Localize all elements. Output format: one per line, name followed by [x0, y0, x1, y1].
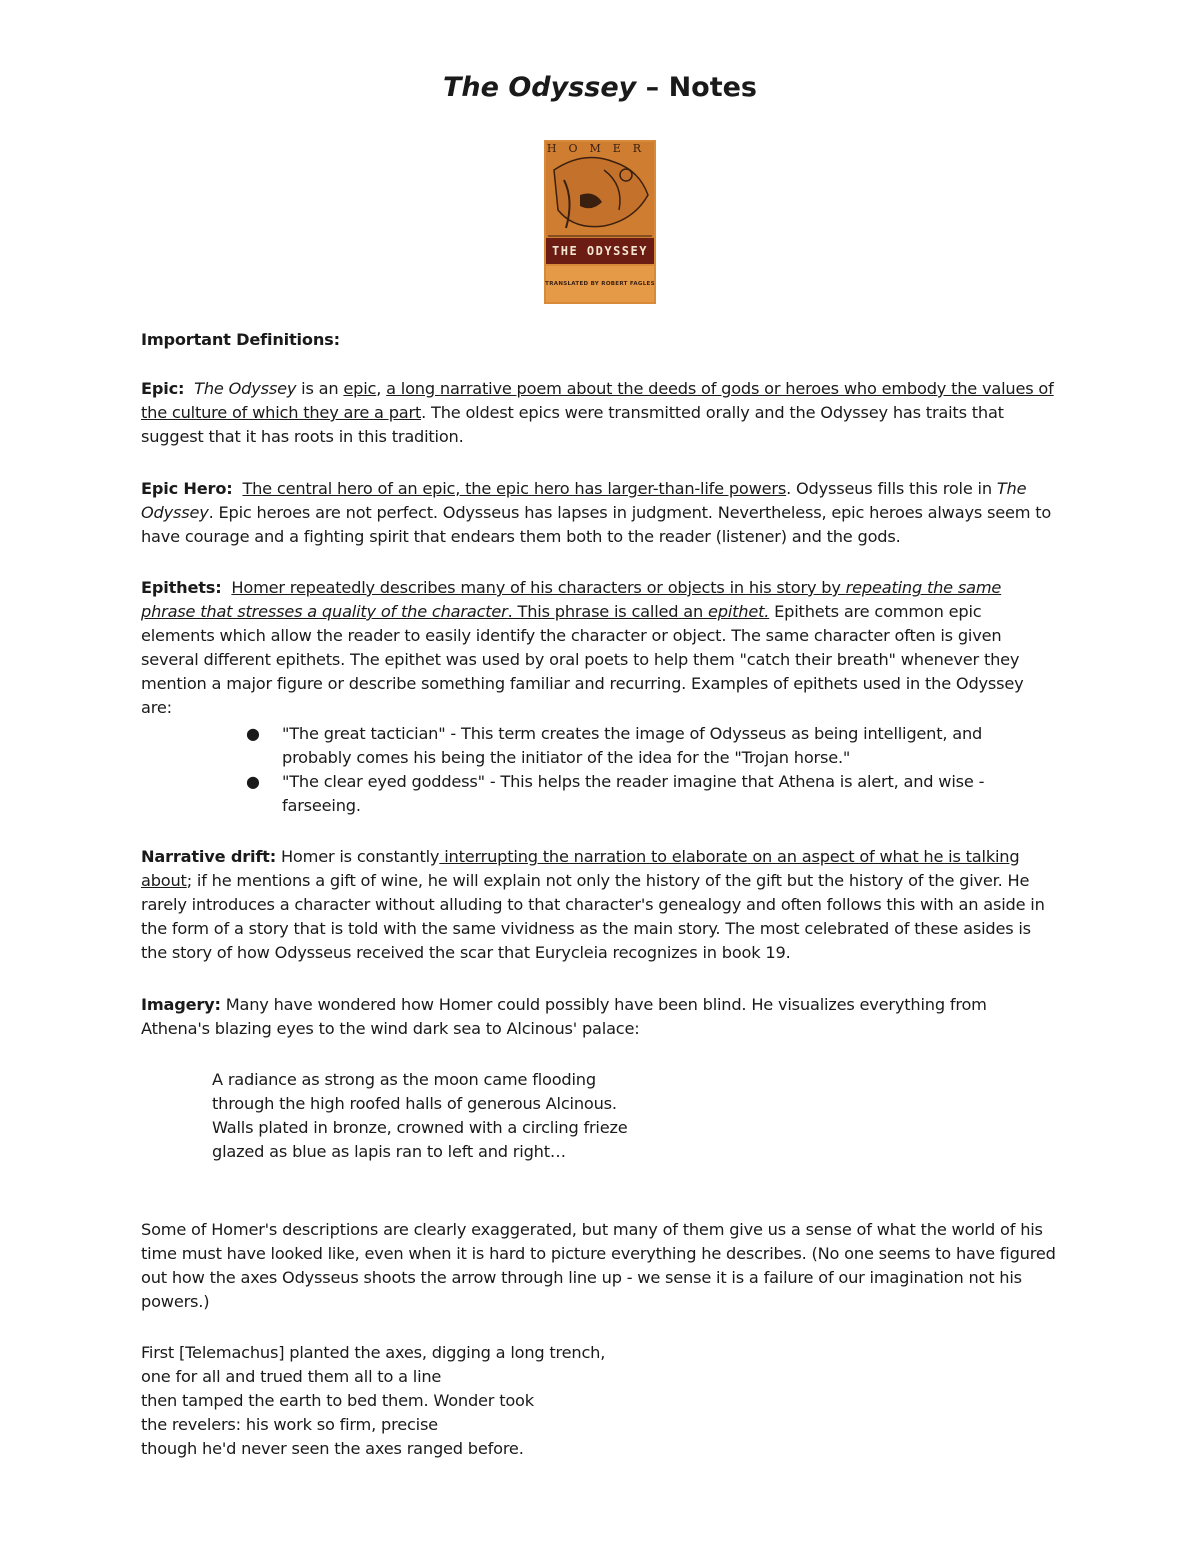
bullet-icon: ● — [246, 772, 260, 791]
cover-author: HOMER — [546, 142, 654, 155]
epithets-definition — [141, 576, 1056, 720]
poem-line: glazed as blue as lapis ran to left and right… — [212, 1142, 566, 1161]
title-rest: – Notes — [636, 72, 758, 103]
epithet-examples — [141, 722, 1056, 818]
epic-underline-2: a long narrative poem about the deeds of gods or heroes who embody the values of the culture of which they are a part — [141, 379, 1054, 422]
list-item — [141, 722, 1056, 770]
imagery-poem — [212, 1068, 1056, 1164]
poem-line: Walls plated in bronze, crowned with a circling frieze — [212, 1118, 628, 1137]
narrative-drift-definition — [141, 845, 1056, 965]
poem-line: though he'd never seen the axes ranged before. — [141, 1439, 524, 1458]
epic-text-2: , — [376, 379, 387, 398]
poem-line: through the high roofed halls of generous Alcinous. — [212, 1094, 617, 1113]
epithets-underline-1: Homer repeatedly describes many of his characters or objects in his story by — [231, 578, 846, 597]
bullet-icon: ● — [246, 724, 260, 743]
epic-hero-term: Epic Hero: — [141, 479, 233, 498]
epic-term: Epic: — [141, 379, 185, 398]
epithets-term: Epithets: — [141, 578, 222, 597]
epithet-example-1: "The great tactician" - This term creates the image of Odysseus as being intelligent, and probably comes his being the initiator of the idea for the "Trojan horse." — [282, 724, 983, 767]
epic-underline-1: epic — [343, 379, 377, 398]
imagery-definition — [141, 993, 1056, 1041]
epithets-underline-italic-2: epithet. — [708, 602, 770, 621]
narrative-drift-term: Narrative drift: — [141, 847, 276, 866]
epithets-text: Epithets are common epic elements which allow the reader to easily identify the character or object. The same character often is given several different epithets. The epithet was used by oral poets to help them "catch their breath" whenever they mention a major figure or describe something familiar and recurring. Examples of epithets used in the Odyssey are: — [141, 602, 1024, 717]
epic-hero-underline: The central hero of an epic, the epic hero has larger-than-life powers — [242, 479, 787, 498]
epithets-underline-2: . This phrase is called an — [507, 602, 708, 621]
epic-hero-text-1: . Odysseus fills this role in — [786, 479, 997, 498]
poem-line: A radiance as strong as the moon came flooding — [212, 1070, 596, 1089]
cover-art — [544, 140, 656, 304]
cover-title-band: THE ODYSSEY — [546, 238, 654, 264]
epithet-example-2: "The clear eyed goddess" - This helps the reader imagine that Athena is alert, and wise - farseeing. — [282, 772, 985, 815]
poem-line: then tamped the earth to bed them. Wonder took — [141, 1391, 534, 1410]
narrative-drift-text-2: ; if he mentions a gift of wine, he will explain not only the history of the gift but the history of the giver. He rarely introduces a character without alluding to that character's genealogy and often follows this with an aside in the form of a story that is told with the same vividness as the main story. The most celebrated of these asides is the story of how Odysseus received the scar that Eurycleia recognizes in book 19. — [141, 871, 1045, 962]
poem-line: the revelers: his work so firm, precise — [141, 1415, 438, 1434]
imagery-text: Many have wondered how Homer could possibly have been blind. He visualizes everything from Athena's blazing eyes to the wind dark sea to Alcinous' palace: — [141, 995, 987, 1038]
poem-line: First [Telemachus] planted the axes, digging a long trench, — [141, 1343, 606, 1362]
page-title — [0, 72, 1200, 103]
imagery-paragraph — [141, 1218, 1056, 1314]
imagery-term: Imagery: — [141, 995, 221, 1014]
definitions-heading-block — [141, 328, 1056, 352]
epic-hero-definition — [141, 477, 1056, 549]
list-item — [141, 770, 1056, 818]
imagery-para-text: Some of Homer's descriptions are clearly exaggerated, but many of them give us a sense of what the world of his time must have looked like, even when it is hard to picture everything he describes. (No one seems to have figured out how the axes Odysseus shoots the arrow through line up - we sense it is a failure of our imagination not his powers.) — [141, 1220, 1056, 1311]
definitions-heading: Important Definitions: — [141, 330, 340, 349]
cover-translator: TRANSLATED BY ROBERT FAGLES — [545, 281, 655, 287]
narrative-drift-text-1: Homer is constantly — [276, 847, 440, 866]
epic-text-1: is an — [296, 379, 344, 398]
epic-italic: The Odyssey — [194, 379, 297, 398]
epic-hero-text-2: . Epic heroes are not perfect. Odysseus has lapses in judgment. Nevertheless, epic heroes always seem to have courage and a fighting spirit that endears them both to the reader (listener) and the gods. — [141, 503, 1052, 546]
poem-line: one for all and trued them all to a line — [141, 1367, 442, 1386]
title-italic: The Odyssey — [442, 72, 637, 103]
book-cover-image — [544, 140, 656, 304]
epic-text-3: . The oldest epics were transmitted orally and the Odyssey has traits that suggest that it has roots in this tradition. — [141, 403, 1004, 446]
epic-hero-italic: The Odyssey — [141, 479, 1027, 522]
narrative-drift-underline: interrupting the narration to elaborate on an aspect of what he is talking about — [141, 847, 1020, 890]
axes-poem — [141, 1341, 1056, 1461]
epithets-underline-italic-1: repeating the same phrase that stresses a quality of the character — [141, 578, 1002, 621]
epic-definition — [141, 377, 1056, 449]
